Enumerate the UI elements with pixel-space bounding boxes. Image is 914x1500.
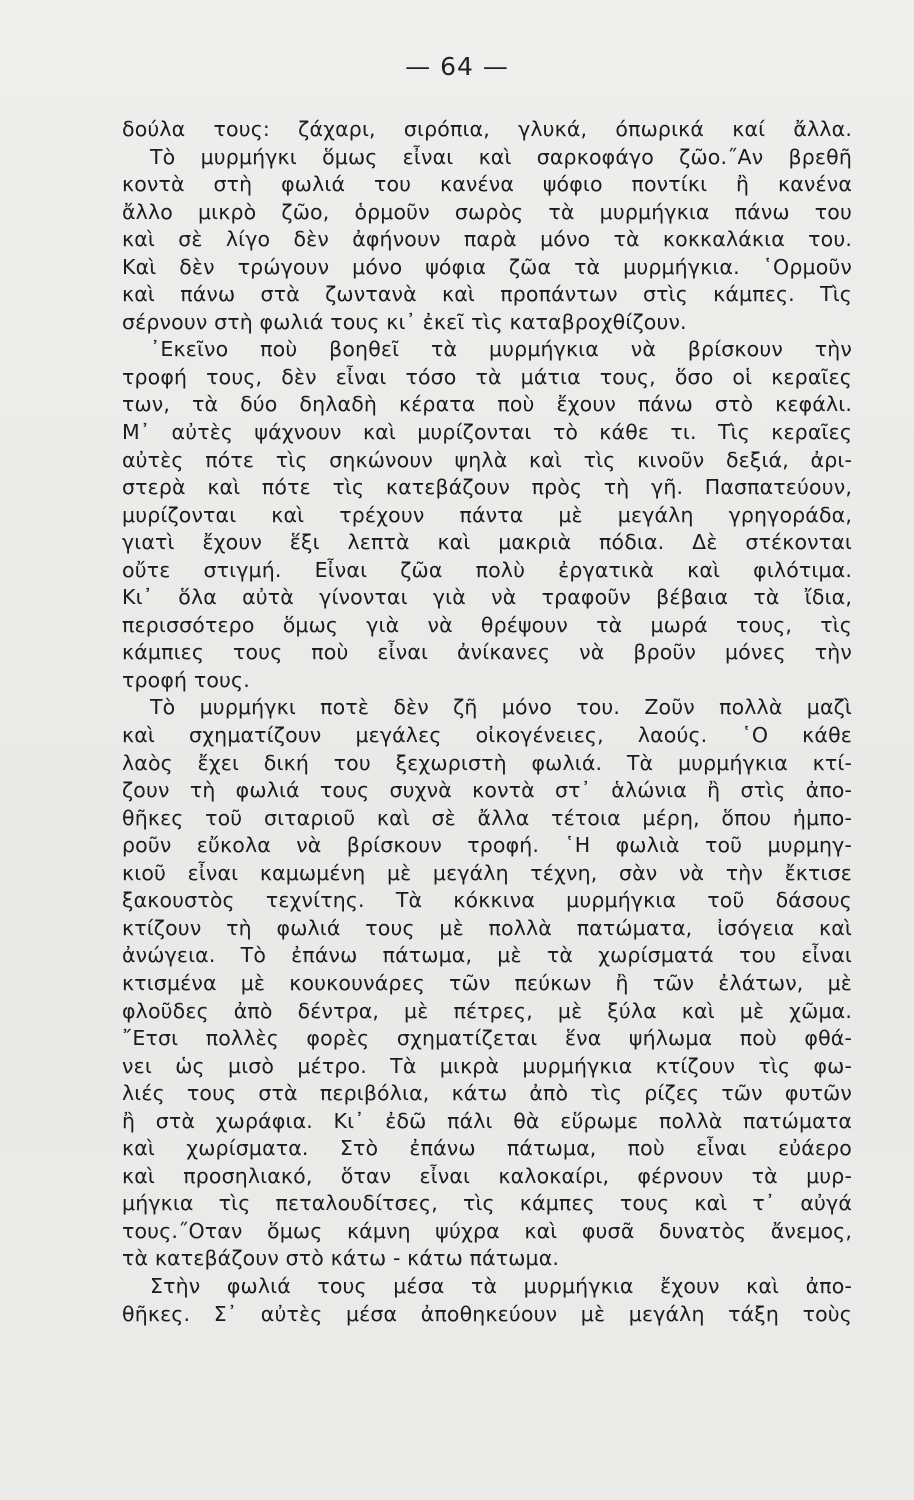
text-line: ἀνώγεια. Τὸ ἐπάνω πάτωμα, μὲ τὰ χωρίσματά του εἶναι [122,943,852,968]
text-line: ξακουστὸς τεχνίτης. Τὰ κόκκινα μυρμήγκια τοῦ δάσους [122,888,852,913]
text-line: καὶ σχηματίζουν μεγάλες οἰκογένειες, λαούς. ῾Ο κάθε [122,723,852,748]
text-line: οὔτε στιγμή. Εἶναι ζῶα πολὺ ἐργατικὰ καὶ φιλότιμα. [122,557,852,582]
text-line: κτίζουν τὴ φωλιά τους μὲ πολλὰ πατώματα, ἰσόγεια καὶ [122,915,852,940]
text-line: λιές τους στὰ περιβόλια, κάτω ἀπὸ τὶς ρίζες τῶν φυτῶν [122,1081,852,1106]
text-line: καὶ σὲ λίγο δὲν ἀφήνουν παρὰ μόνο τὰ κοκκαλάκια του. [122,227,852,252]
text-line: ροῦν εὔκολα νὰ βρίσκουν τροφή. ῾Η φωλιὰ τοῦ μυρμηγ- [122,833,852,858]
text-line: Τὸ μυρμήγκι ὅμως εἶναι καὶ σαρκοφάγο ζῶο.˝Αν βρεθῆ [150,144,852,169]
text-line: καὶ χωρίσματα. Στὸ ἐπάνω πάτωμα, ποὺ εἶναι εὐάερο [122,1136,852,1161]
text-line: κτισμένα μὲ κουκουνάρες τῶν πεύκων ἢ τῶν ἐλάτων, μὲ [122,970,852,995]
text-line: σέρνουν στὴ φωλιά τους κι᾽ ἐκεῖ τὶς καταβροχθίζουν. [122,309,687,334]
page-number: — 64 — [405,52,509,81]
text-line: ᾽Εκεῖνο ποὺ βοηθεῖ τὰ μυρμήγκια νὰ βρίσκουν τὴν [150,337,852,362]
text-line: μήγκια τὶς πεταλουδίτσες, τὶς κάμπες τους καὶ τ᾽ αὐγά [122,1191,852,1216]
text-line: κοντὰ στὴ φωλιά του κανένα ψόφιο ποντίκι ἢ κανένα [122,172,852,197]
text-line: κιοῦ εἶναι καμωμένη μὲ μεγάλη τέχνη, σὰν νὰ τὴν ἔκτισε [122,860,852,885]
text-line: κάμπιες τους ποὺ εἶναι ἀνίκανες νὰ βροῦν μόνες τὴν [122,640,852,665]
text-line: γιατὶ ἔχουν ἕξι λεπτὰ καὶ μακριὰ πόδια. Δὲ στέκονται [122,530,852,555]
text-line: τροφή τους. [122,667,250,692]
text-line: τὰ κατεβάζουν στὸ κάτω - κάτω πάτωμα. [122,1246,560,1271]
text-line: θῆκες τοῦ σιταριοῦ καὶ σὲ ἄλλα τέτοια μέρη, ὅπου ἠμπο- [122,805,852,830]
body-text [122,116,852,1328]
text-line: ἢ στὰ χωράφια. Κι᾽ ἐδῶ πάλι θὰ εὕρωμε πολλὰ πατώματα [122,1108,852,1133]
text-line: Στὴν φωλιά τους μέσα τὰ μυρμήγκια ἔχουν καὶ ἀπο- [150,1273,852,1298]
text-line: ἄλλο μικρὸ ζῶο, ὁρμοῦν σωρὸς τὰ μυρμήγκια πάνω του [122,199,852,224]
text-line: θῆκες. Σ᾽ αὐτὲς μέσα ἀποθηκεύουν μὲ μεγάλη τάξη τοὺς [122,1301,852,1326]
text-line: αὐτὲς πότε τὶς σηκώνουν ψηλὰ καὶ τὶς κινοῦν δεξιά, ἀρι- [122,447,852,472]
text-line: Κι᾽ ὅλα αὐτὰ γίνονται γιὰ νὰ τραφοῦν βέβαια τὰ ἴδια, [122,585,852,610]
text-line: τροφή τους, δὲν εἶναι τόσο τὰ μάτια τους, ὅσο οἱ κεραῖες [122,364,852,389]
text-line: λαὸς ἔχει δική του ξεχωριστὴ φωλιά. Τὰ μυρμήγκια κτί- [122,750,852,775]
text-line: περισσότερο ὅμως γιὰ νὰ θρέψουν τὰ μωρά τους, τὶς [122,612,852,637]
text-line: Μ᾽ αὐτὲς ψάχνουν καὶ μυρίζονται τὸ κάθε τι. Τὶς κεραῖες [122,420,852,445]
text-line: Καὶ δὲν τρώγουν μόνο ψόφια ζῶα τὰ μυρμήγκια. ῾Ορμοῦν [122,254,852,279]
text-line: στερὰ καὶ πότε τὶς κατεβάζουν πρὸς τὴ γῆ. Πασπατεύουν, [122,475,852,500]
text-line: ῎Ετσι πολλὲς φορὲς σχηματίζεται ἕνα ψήλωμα ποὺ φθά- [122,1026,852,1051]
text-line: φλοῦδες ἀπὸ δέντρα, μὲ πέτρες, μὲ ξύλα καὶ μὲ χῶμα. [122,998,852,1023]
text-line: Τὸ μυρμήγκι ποτὲ δὲν ζῆ μόνο του. Ζοῦν πολλὰ μαζὶ [150,695,852,720]
text-line: τους.˝Οταν ὅμως κάμνη ψύχρα καὶ φυσᾶ δυνατὸς ἄνεμος, [122,1218,852,1243]
text-line: καὶ πάνω στὰ ζωντανὰ καὶ προπάντων στὶς κάμπες. Τὶς [122,282,852,307]
text-line: ζουν τὴ φωλιά τους συχνὰ κοντὰ στ᾽ ἁλώνια ἢ στὶς ἀπο- [122,778,852,803]
text-line: νει ὡς μισὸ μέτρο. Τὰ μικρὰ μυρμήγκια κτίζουν τὶς φω- [122,1053,852,1078]
text-line: δούλα τους: ζάχαρι, σιρόπια, γλυκά, όπωρικά καί ἄλλα. [122,117,852,141]
text-line: μυρίζονται καὶ τρέχουν πάντα μὲ μεγάλη γρηγοράδα, [122,502,852,527]
text-line: καὶ προσηλιακό, ὅταν εἶναι καλοκαίρι, φέρνουν τὰ μυρ- [122,1163,852,1188]
text-line: των, τὰ δύο δηλαδὴ κέρατα ποὺ ἔχουν πάνω στὸ κεφάλι. [122,392,852,417]
